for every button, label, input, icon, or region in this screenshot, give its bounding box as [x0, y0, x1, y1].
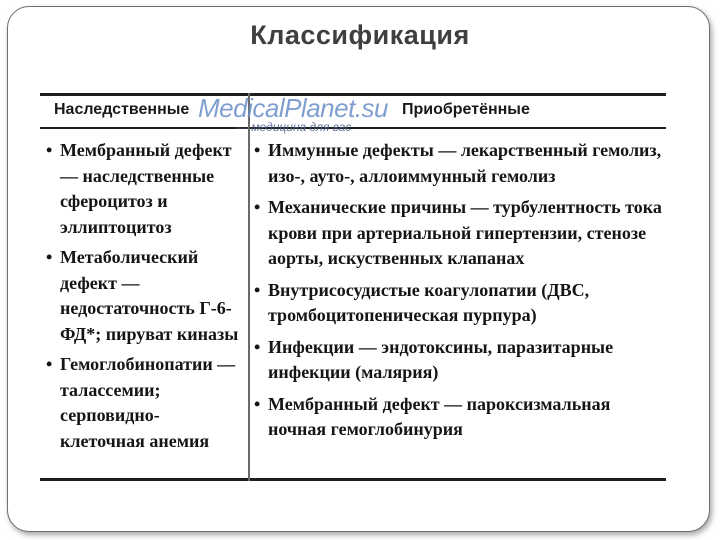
table-header-rule	[40, 127, 666, 129]
list-item: • Иммунные дефекты — лекарственный гемолиз, изо-, ауто-, аллоиммунный гемолиз	[254, 138, 662, 189]
header-hereditary: Наследственные	[54, 101, 190, 118]
acquired-list	[254, 138, 662, 449]
table-bottom-rule	[40, 478, 666, 481]
watermark-tagline: — медицина для вас	[236, 120, 352, 134]
list-item: • Метаболический дефект — недостаточность Г-6-ФД*; пируват киназы	[46, 245, 244, 347]
column-divider	[248, 93, 250, 481]
watermark-logo: MedicalPlanet.su	[198, 93, 388, 123]
slide-title: Классификация	[250, 20, 470, 50]
hereditary-list	[46, 138, 244, 459]
list-item: • Механические причины — турбулентность тока крови при артериальной гипертензии, стенозе аорты, искуственных клапанах	[254, 195, 662, 272]
list-item: • Гемоглобинопатии — талассемии; серповидно-клеточная анемия	[46, 352, 244, 454]
classification-table	[40, 93, 666, 482]
list-item: • Мембранный дефект — пароксизмальная ночная гемоглобинурия	[254, 392, 662, 443]
header-acquired: Приобретённые	[402, 101, 530, 118]
list-item: • Мембранный дефект — наследственные сфероцитоз и эллиптоцитоз	[46, 138, 244, 240]
list-item: • Инфекции — эндотоксины, паразитарные инфекции (малярия)	[254, 335, 662, 386]
list-item: • Внутрисосудистые коагулопатии (ДВС, тромбоцитопеническая пурпура)	[254, 278, 662, 329]
